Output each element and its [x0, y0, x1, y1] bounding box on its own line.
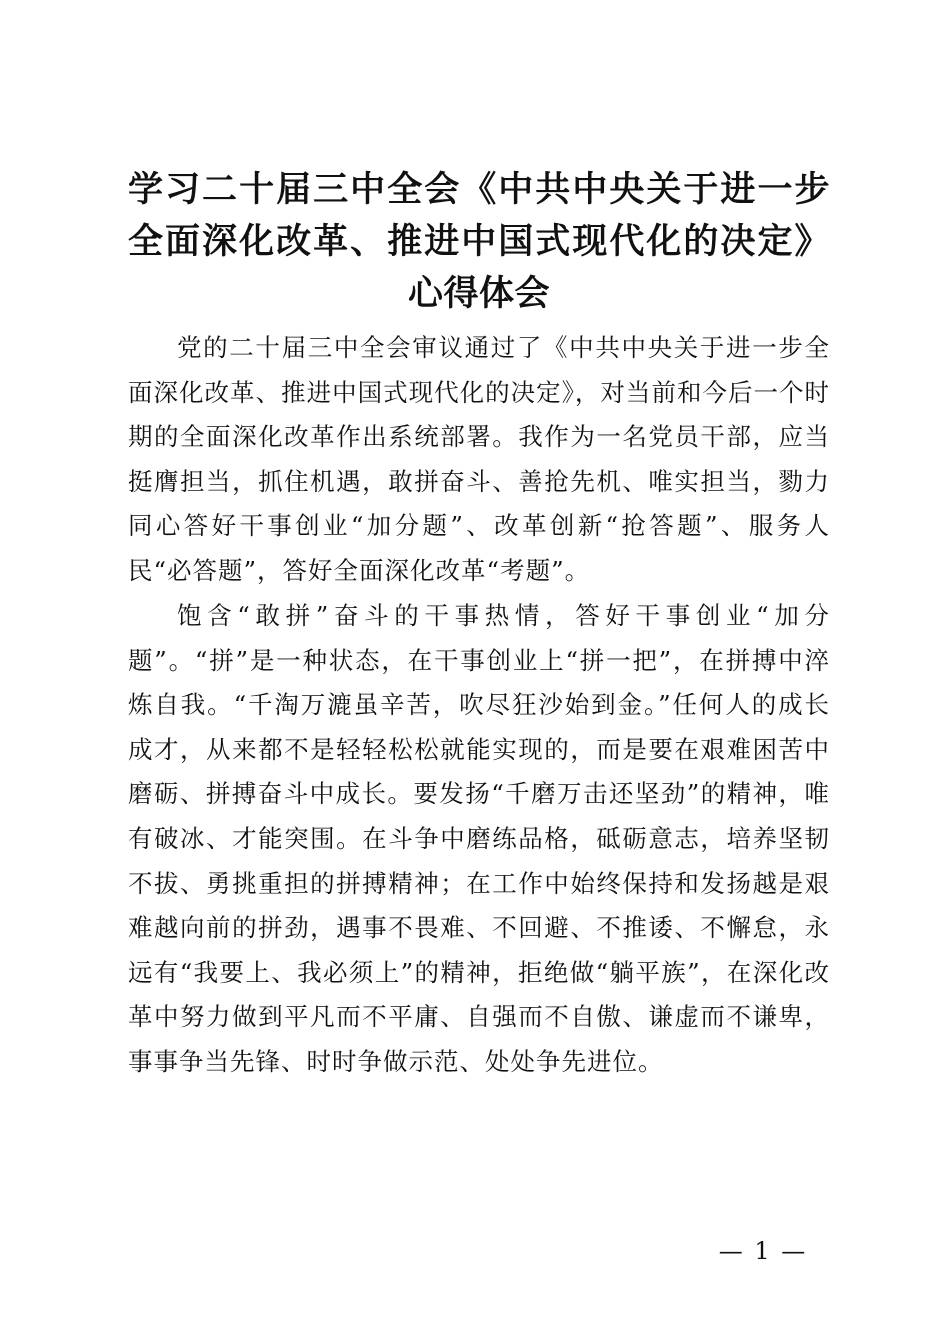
- paragraph-intro: 党的二十届三中全会审议通过了《中共中央关于进一步全面深化改革、推进中国式现代化的决定》，对当前和今后一个时期的全面深化改革作出系统部署。我作为一名党员干部，应当挺膺担当，抓住机遇，敢拼奋斗、善抢先机、唯实担当，勠力同心答好干事创业“加分题”、改革创新“抢答题”、服务人民“必答题”，答好全面深化改革“考题”。: [128, 333, 830, 585]
- paragraph-section-1: 饱含“敢拼”奋斗的干事热情，答好干事创业“加分题”。“拼”是一种状态，在干事创业上“拼一把”，在拼搏中淬炼自我。“千淘万漉虽辛苦，吹尽狂沙始到金。”任何人的成长成才，从来都不是轻轻松松就能实现的，而是要在艰难困苦中磨砺、拼搏奋斗中成长。要发扬“千磨万击还坚劲”的精神，唯有破冰、才能突围。在斗争中磨练品格，砥砺意志，培养坚韧不拔、勇挑重担的拼搏精神；在工作中始终保持和发扬越是艰难越向前的拼劲，遇事不畏难、不回避、不推诿、不懈怠，永远有“我要上、我必须上”的精神，拒绝做“躺平族”，在深化改革中努力做到平凡而不平庸、自强而不自傲、谦虚而不谦卑，事事争当先锋、时时争做示范、处处争先进位。: [128, 601, 830, 1076]
- document-title: 学习二十届三中全会《中共中央关于进一步全面深化改革、推进中国式现代化的决定》心得体会: [128, 170, 830, 314]
- page-number: — 1 —: [718, 1237, 808, 1265]
